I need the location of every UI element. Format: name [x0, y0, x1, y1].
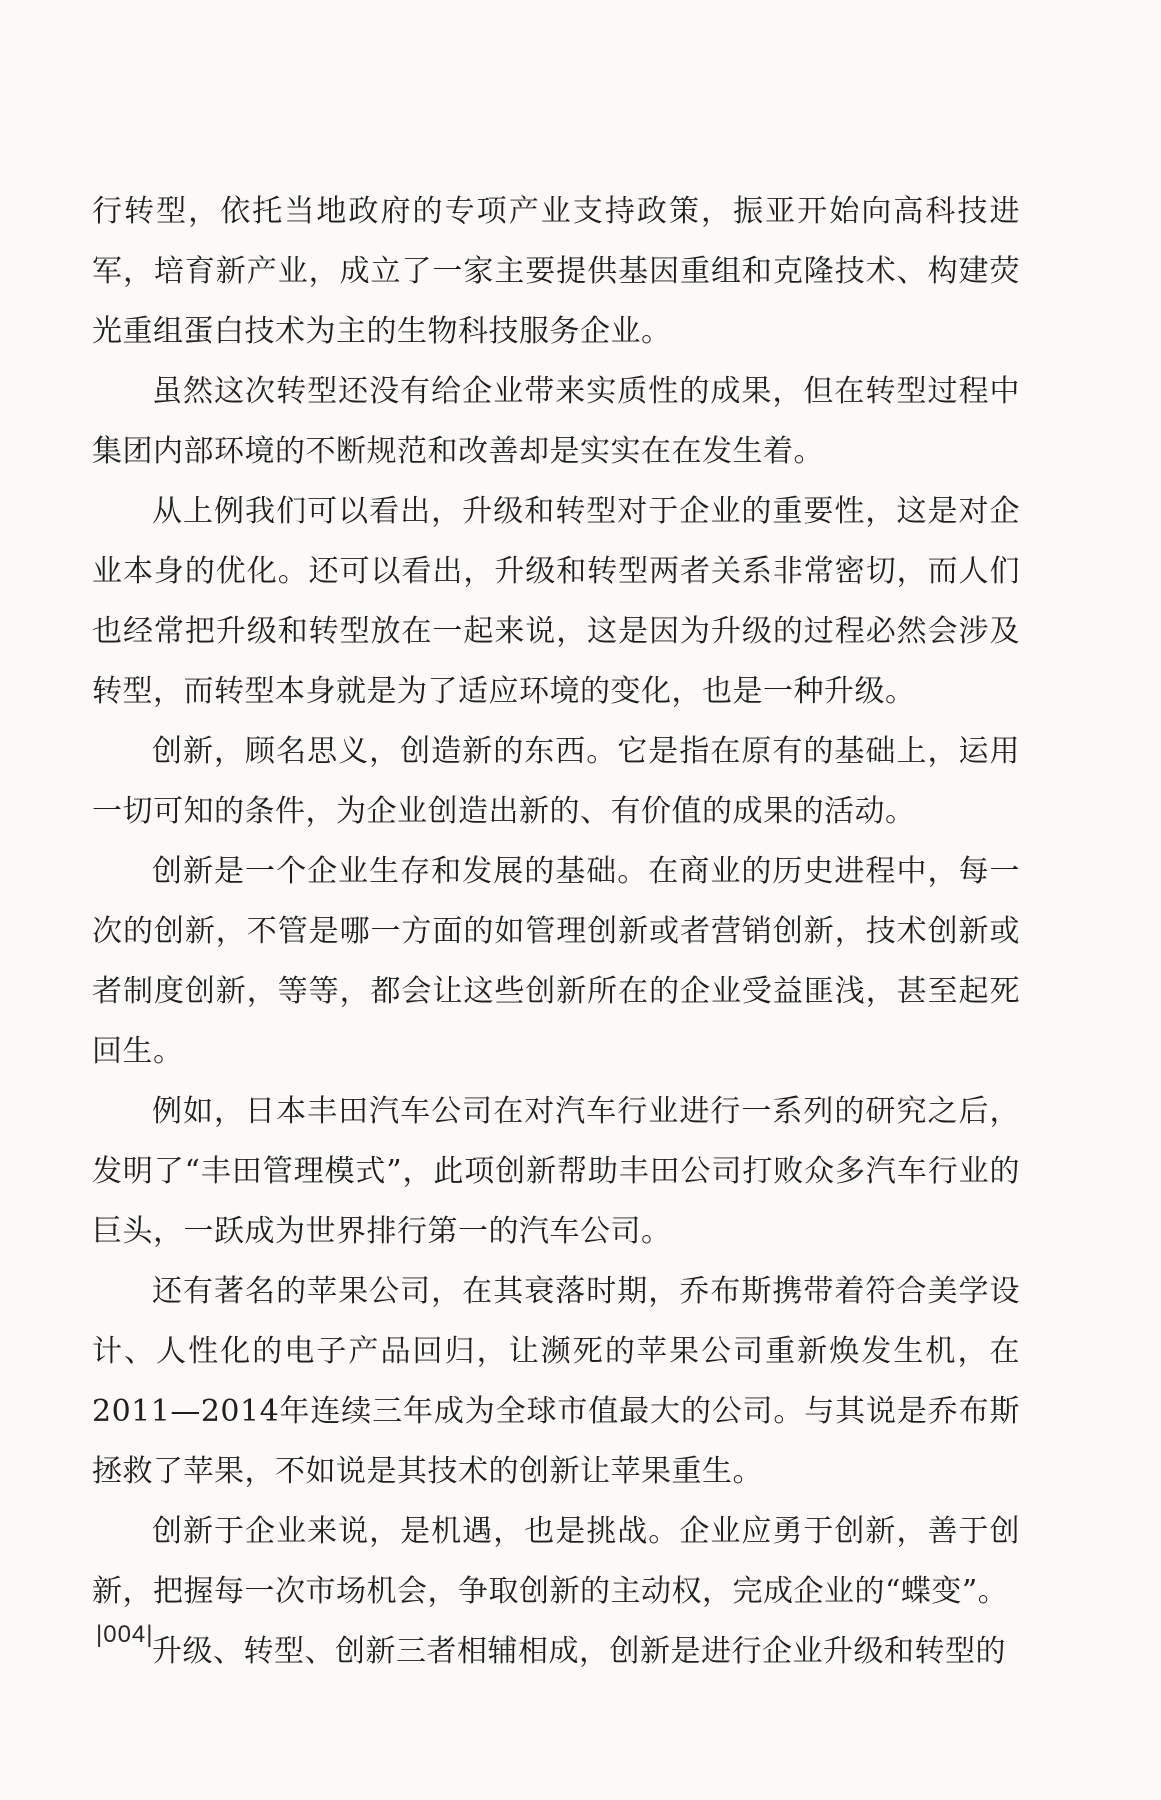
paragraph: 从上例我们可以看出，升级和转型对于企业的重要性，这是对企业本身的优化。还可以看出，升级和转型两者关系非常密切，而人们也经常把升级和转型放在一起来说，这是因为升级的过程必然会涉及转型，而转型本身就是为了适应环境的变化，也是一种升级。: [92, 494, 1020, 709]
paragraph: 创新，顾名思义，创造新的东西。它是指在原有的基础上，运用一切可知的条件，为企业创造出新的、有价值的成果的活动。: [92, 734, 1020, 829]
paragraph: 升级、转型、创新三者相辅相成，创新是进行企业升级和转型的: [152, 1634, 1006, 1669]
paragraph: 还有著名的苹果公司，在其衰落时期，乔布斯携带着符合美学设计、人性化的电子产品回归，让濒死的苹果公司重新焕发生机，在2011—2014年连续三年成为全球市值最大的公司。与其说是乔布斯拯救了苹果，不如说是其技术的创新让苹果重生。: [92, 1274, 1020, 1489]
body-text: [92, 182, 1020, 1682]
paragraph-continued: 行转型，依托当地政府的专项产业支持政策，振亚开始向高科技进军，培育新产业，成立了一家主要提供基因重组和克隆技术、构建荧光重组蛋白技术为主的生物科技服务企业。: [92, 194, 1020, 349]
paragraph: 创新于企业来说，是机遇，也是挑战。企业应勇于创新，善于创新，把握每一次市场机会，争取创新的主动权，完成企业的“蝶变”。: [92, 1514, 1020, 1609]
paragraph: 例如，日本丰田汽车公司在对汽车行业进行一系列的研究之后，发明了“丰田管理模式”，此项创新帮助丰田公司打败众多汽车行业的巨头，一跃成为世界排行第一的汽车公司。: [92, 1094, 1020, 1249]
paragraph: 虽然这次转型还没有给企业带来实质性的成果，但在转型过程中集团内部环境的不断规范和改善却是实实在在发生着。: [92, 374, 1020, 469]
paragraph: 创新是一个企业生存和发展的基础。在商业的历史进程中，每一次的创新，不管是哪一方面的如管理创新或者营销创新，技术创新或者制度创新，等等，都会让这些创新所在的企业受益匪浅，甚至起死回生。: [92, 854, 1020, 1069]
page-number: |004|: [96, 1621, 154, 1648]
